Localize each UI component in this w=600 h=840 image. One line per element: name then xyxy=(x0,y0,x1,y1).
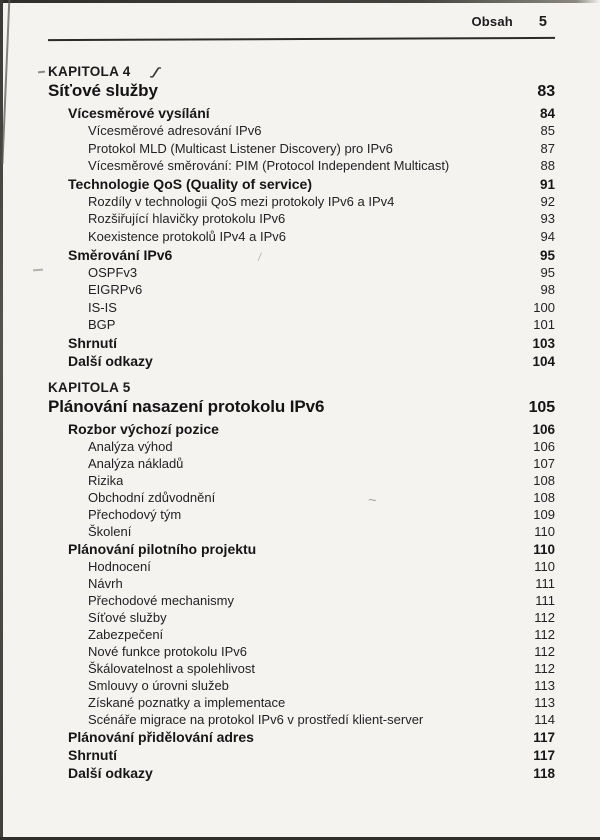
toc-row xyxy=(48,592,555,609)
toc-entry-label: Shrnutí xyxy=(68,334,117,351)
toc-entry-label: Shrnutí xyxy=(68,746,117,763)
toc-entry-page: 91 xyxy=(539,176,555,192)
toc-entry-label: EIGRPv6 xyxy=(88,282,143,298)
scan-artifact xyxy=(33,269,43,271)
toc-entry-label: Zabezpečení xyxy=(88,626,164,642)
scan-edge-top xyxy=(0,0,600,3)
toc-row xyxy=(48,711,555,728)
toc-entry-page: 111 xyxy=(535,575,555,591)
toc-entry-page: 117 xyxy=(533,729,555,745)
toc-entry-page: 113 xyxy=(534,694,555,710)
toc-entry-page: 106 xyxy=(532,421,555,437)
toc-entry-label: Rozbor výchozí pozice xyxy=(68,420,219,437)
toc-entry-page: 93 xyxy=(540,211,555,227)
toc-row xyxy=(48,420,555,438)
toc-row xyxy=(48,540,555,558)
toc-row xyxy=(48,210,555,228)
scan-artifact: / xyxy=(257,249,263,265)
toc-section xyxy=(48,376,555,782)
toc-entry-label: Školení xyxy=(88,523,132,539)
toc-entry-page: 114 xyxy=(534,711,555,727)
toc-row xyxy=(48,396,555,417)
scan-artifact xyxy=(38,71,45,73)
header-rule xyxy=(48,37,555,41)
toc-entry-page: 117 xyxy=(533,747,555,763)
toc-entry-page: 118 xyxy=(533,765,555,781)
running-header xyxy=(48,14,555,30)
toc-row xyxy=(48,175,555,193)
toc-entry-label: Rozdíly v technologii QoS mezi protokoly IPv6 a IPv4 xyxy=(88,193,395,209)
toc-entry-label: Škálovatelnost a spolehlivost xyxy=(88,660,255,676)
toc-row xyxy=(48,299,555,317)
toc-row xyxy=(48,140,555,158)
toc-entry-label: Síťové služby xyxy=(48,81,158,100)
toc-entry-page: 104 xyxy=(532,353,555,369)
toc-row xyxy=(48,157,555,175)
section-rows xyxy=(48,80,555,370)
toc-entry-label: IS-IS xyxy=(88,299,117,315)
toc-row xyxy=(48,609,555,626)
toc-entry-page: 88 xyxy=(540,158,555,174)
toc-entry-label: Analýza nákladů xyxy=(88,455,184,471)
header-page-number: 5 xyxy=(538,14,547,30)
toc-entry-page: 87 xyxy=(540,140,555,156)
toc-entry-label: Vícesměrové směrování: PIM (Protocol Independent Multicast) xyxy=(88,158,450,174)
toc-entry-page: 92 xyxy=(540,193,555,209)
toc-entry-label: Vícesměrové vysílání xyxy=(68,105,210,121)
toc-row xyxy=(48,523,555,540)
toc-entry-page: 105 xyxy=(528,398,555,416)
toc-row xyxy=(48,80,555,101)
toc-row xyxy=(48,281,555,299)
toc-entry-label: BGP xyxy=(88,317,116,333)
toc-entry-page: 112 xyxy=(534,626,555,642)
scan-artifact: ~ xyxy=(368,492,377,509)
toc-entry-page: 94 xyxy=(540,228,555,244)
toc-entry-page: 112 xyxy=(534,609,555,625)
toc-row xyxy=(48,677,555,694)
toc-row xyxy=(48,472,555,489)
toc-row xyxy=(48,575,555,592)
toc-entry-page: 95 xyxy=(539,247,555,263)
toc-entry-label: Koexistence protokolů IPv4 a IPv6 xyxy=(88,228,287,244)
toc-entry-label: Hodnocení xyxy=(88,558,151,574)
section-rows xyxy=(48,396,555,782)
toc-row xyxy=(48,228,555,246)
toc-row xyxy=(48,455,555,472)
toc-entry-page: 103 xyxy=(532,335,555,351)
toc-entry-page: 113 xyxy=(534,677,555,693)
toc-entry-page: 112 xyxy=(534,660,555,676)
toc-row xyxy=(48,246,555,264)
toc-section xyxy=(48,60,555,370)
toc-entry-page: 110 xyxy=(533,541,555,557)
toc-row xyxy=(48,506,555,523)
toc-entry-label: Scénáře migrace na protokol IPv6 v prostředí klient-server xyxy=(88,711,424,727)
toc-entry-page: 109 xyxy=(533,506,555,522)
toc-entry-page: 108 xyxy=(533,489,555,505)
toc-row xyxy=(48,352,555,370)
toc-entry-label: Získané poznatky a implementace xyxy=(88,694,286,710)
toc-entry-page: 108 xyxy=(533,472,555,488)
toc-row xyxy=(48,122,555,140)
toc-entry-label: OSPFv3 xyxy=(88,264,138,280)
toc-entry-page: 84 xyxy=(539,106,555,121)
scan-edge-bottom xyxy=(0,837,600,840)
toc-row xyxy=(48,193,555,211)
toc-entry-page: 85 xyxy=(540,123,555,138)
toc-entry-label: Síťové služby xyxy=(88,609,167,625)
toc-row xyxy=(48,334,555,352)
toc-entry-page: 112 xyxy=(534,643,555,659)
toc-row xyxy=(48,489,555,506)
toc-entry-page: 106 xyxy=(533,438,555,454)
toc-row xyxy=(48,728,555,746)
toc-entry-page: 110 xyxy=(534,523,555,539)
toc-row xyxy=(48,558,555,575)
ink-smudge-mark: ʃ xyxy=(150,63,161,80)
page-content xyxy=(48,14,555,782)
toc-entry-page: 107 xyxy=(533,455,555,471)
toc-entry-page: 101 xyxy=(533,317,555,333)
toc-row xyxy=(48,626,555,643)
header-title: Obsah xyxy=(471,14,513,29)
toc-entry-page: 111 xyxy=(535,592,555,608)
toc-entry-label: Technologie QoS (Quality of service) xyxy=(68,175,313,192)
toc-entry-page: 98 xyxy=(540,282,555,298)
toc-entry-label: Plánování nasazení protokolu IPv6 xyxy=(48,396,325,416)
toc-entry-label: Směrování IPv6 xyxy=(68,246,173,263)
toc-row xyxy=(48,316,555,334)
toc-entry-label: Rizika xyxy=(88,472,124,488)
scan-scratch xyxy=(1,0,10,164)
toc-row xyxy=(48,660,555,677)
kapitola-heading xyxy=(48,376,555,396)
kapitola-heading xyxy=(48,60,555,80)
toc-row xyxy=(48,746,555,764)
toc-row xyxy=(48,643,555,660)
kapitola-label: KAPITOLA 5 xyxy=(48,379,131,395)
toc-entry-label: Rozšiřující hlavičky protokolu IPv6 xyxy=(88,211,286,227)
toc-row xyxy=(48,104,555,122)
toc-entry-label: Nové funkce protokolu IPv6 xyxy=(88,643,247,659)
toc-entry-label: Návrh xyxy=(88,575,123,591)
toc-entry-label: Analýza výhod xyxy=(88,438,173,454)
kapitola-label: KAPITOLA 4 xyxy=(48,64,131,79)
toc-entry-label: Obchodní zdůvodnění xyxy=(88,489,216,505)
toc-entry-page: 100 xyxy=(533,299,555,315)
toc-entry-label: Další odkazy xyxy=(68,352,153,369)
toc-entry-label: Další odkazy xyxy=(68,764,153,781)
toc-entry-label: Smlouvy o úrovni služeb xyxy=(88,677,229,693)
toc-row xyxy=(48,264,555,282)
toc-entry-label: Přechodový tým xyxy=(88,506,182,522)
toc-entry-page: 95 xyxy=(540,264,555,280)
toc-entry-page: 110 xyxy=(534,558,555,574)
toc xyxy=(48,60,555,782)
toc-row xyxy=(48,764,555,782)
toc-entry-label: Plánování přidělování adres xyxy=(68,728,254,745)
toc-entry-label: Vícesměrové adresování IPv6 xyxy=(88,123,262,138)
toc-row xyxy=(48,438,555,455)
toc-row xyxy=(48,694,555,711)
toc-entry-page: 83 xyxy=(537,83,555,100)
toc-entry-label: Protokol MLD (Multicast Listener Discovery) pro IPv6 xyxy=(88,140,393,156)
toc-entry-label: Přechodové mechanismy xyxy=(88,592,234,608)
toc-entry-label: Plánování pilotního projektu xyxy=(68,540,257,557)
